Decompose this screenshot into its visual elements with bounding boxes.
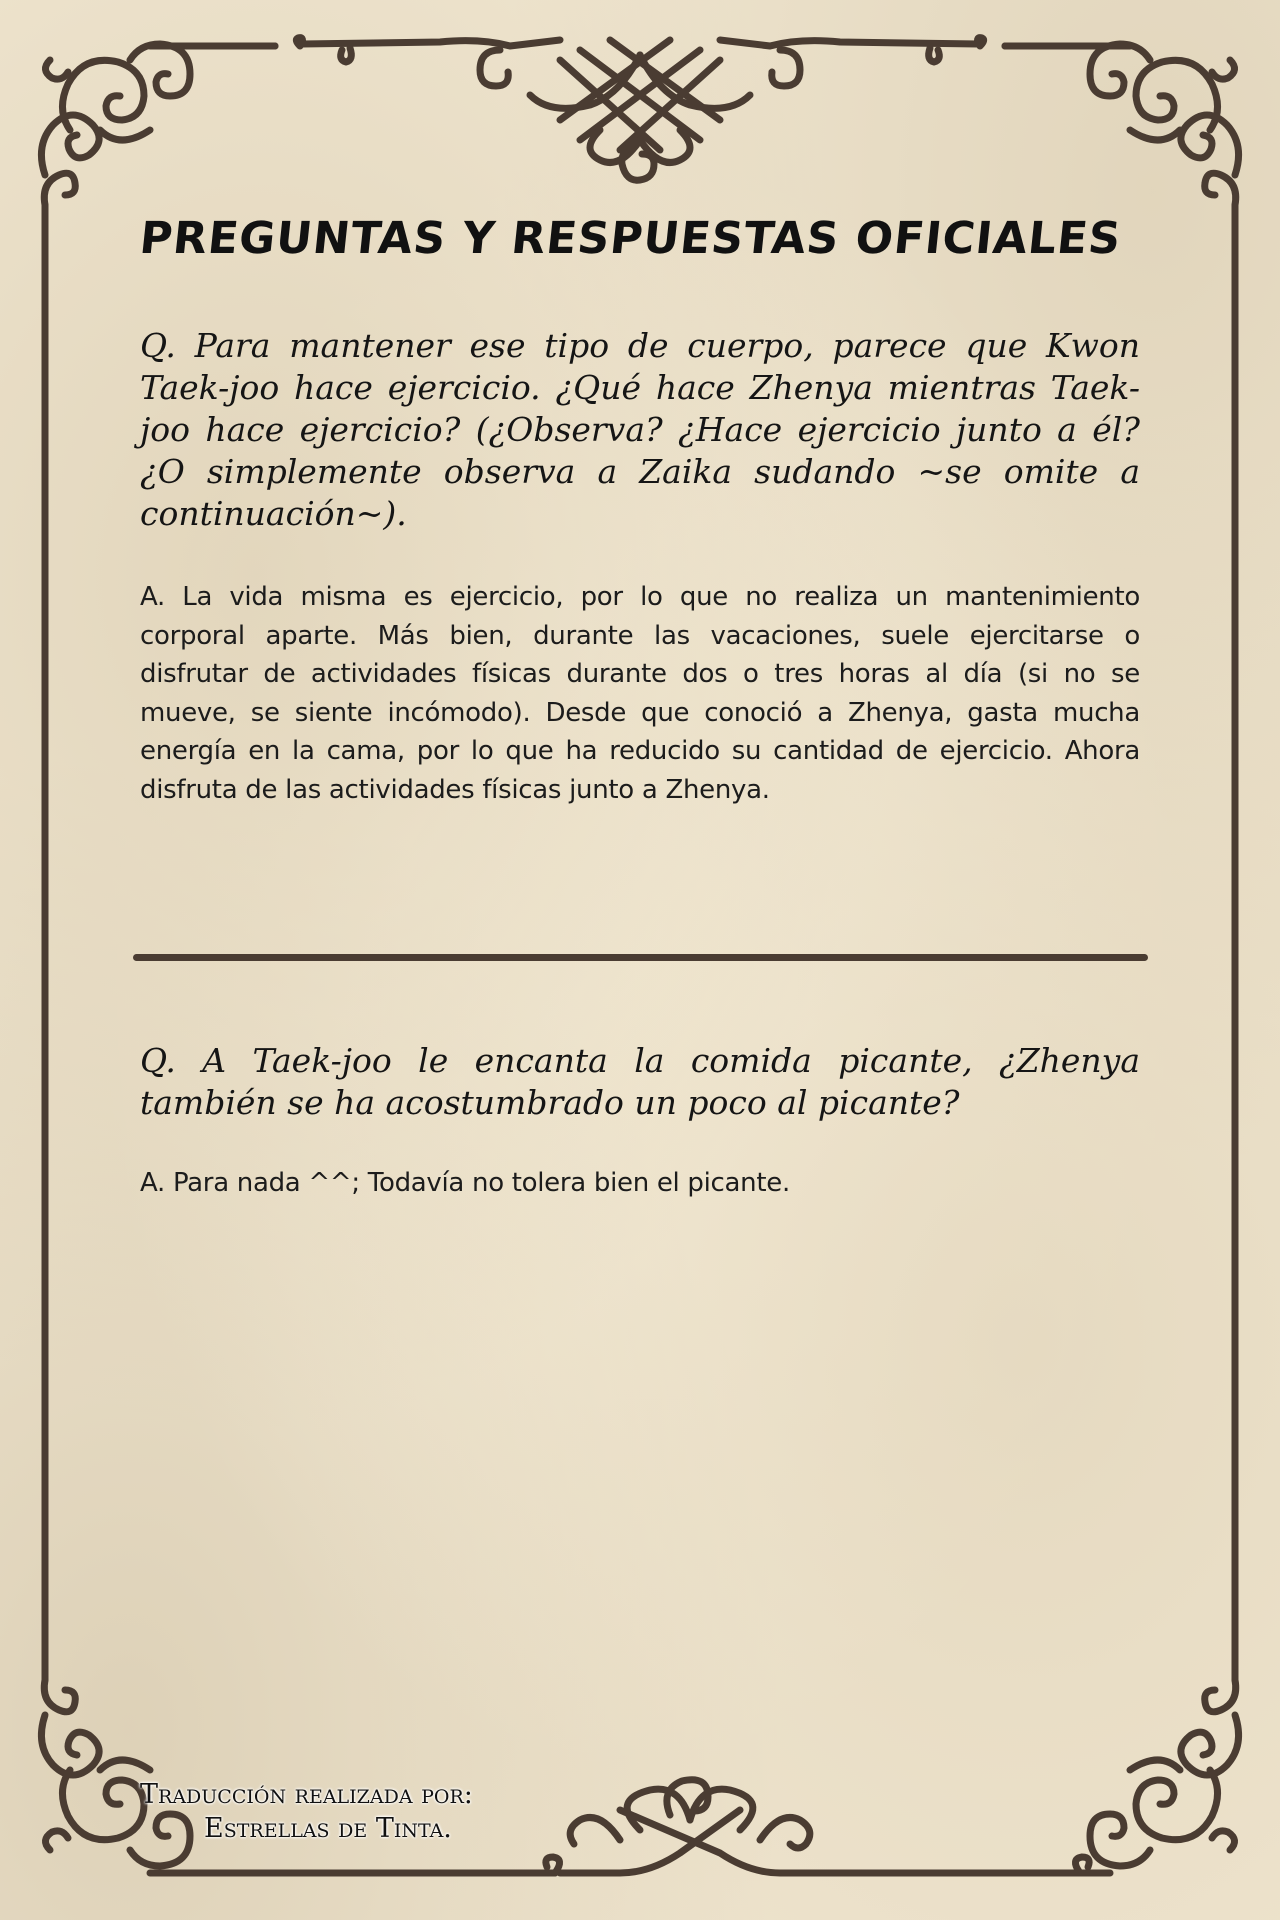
answer-1: A. La vida misma es ejercicio, por lo que no realiza un mantenimiento corporal aparte. Más bien, durante las vacaciones, suele ejercitarse o disfrutar de actividades físicas durante dos o tres horas al día (si no se mueve, se siente incómodo). Desde que conoció a Zhenya, gasta mucha energía en la cama, por lo que ha reducido su cantidad de ejercicio. Ahora disfruta de las actividades físicas junto a Zhenya. <box>140 582 1140 805</box>
question-1: Q. Para mantener ese tipo de cuerpo, parece que Kwon Taek-joo hace ejercicio. ¿Qué hace Zhenya mientras Taek-joo hace ejercicio? (¿Observa? ¿Hace ejercicio junto a él? ¿O simplemente observa a Zaika sudando ~se omite a continuación~). <box>140 326 1140 533</box>
bottom-celtic-knot-icon <box>546 1780 1089 1873</box>
page-title: PREGUNTAS Y RESPUESTAS OFICIALES <box>137 213 1124 264</box>
credit-line-1: Traducción realizada por: <box>140 1779 473 1810</box>
top-left-corner-swirl-icon <box>41 44 275 205</box>
translation-credit <box>140 1778 620 1846</box>
bottom-right-corner-swirl-icon <box>1090 1680 1239 1866</box>
answer-2: A. Para nada ^^; Todavía no tolera bien el picante. <box>140 1168 790 1198</box>
top-right-corner-swirl-icon <box>1005 44 1239 205</box>
top-celtic-knot-icon <box>296 38 983 181</box>
question-2: Q. A Taek-joo le encanta la comida picante, ¿Zhenya también se ha acostumbrado un poco al picante? <box>140 1041 1140 1122</box>
section-divider <box>133 954 1148 961</box>
credit-line-2: Estrellas de Tinta. <box>204 1813 452 1844</box>
